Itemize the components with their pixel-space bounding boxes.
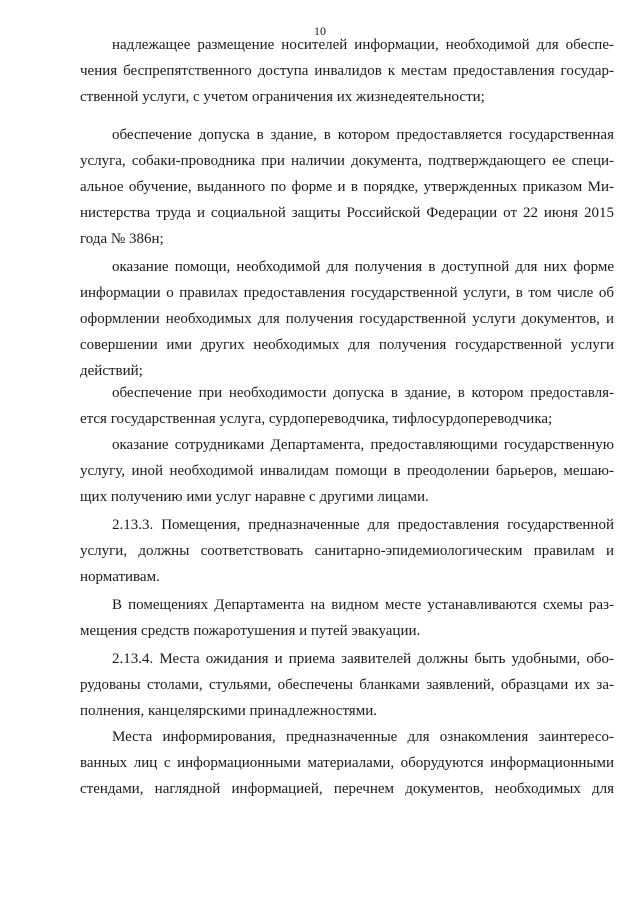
text-line: ется государственная услуга, сурдопереводчика, тифлосурдопереводчика;	[80, 411, 553, 427]
text-line: стендами, наглядной информацией, перечнем документов, необходимых для	[80, 781, 614, 797]
text-line: оказание помощи, необходимой для получения в доступной для них форме	[112, 259, 614, 275]
text-line: рудованы столами, стульями, обеспечены бланками заявлений, образцами их за-	[80, 677, 614, 693]
text-line: услугу, иной необходимой инвалидам помощи в преодолении барьеров, мешаю-	[80, 463, 614, 479]
text-line: ванных лиц с информационными материалами, оборудуются информационными	[80, 755, 614, 771]
text-line: В помещениях Департамента на видном месте устанавливаются схемы раз-	[112, 597, 614, 613]
text-line: услуги, должны соответствовать санитарно-эпидемиологическим правилам и	[80, 543, 614, 559]
text-line: нистерства труда и социальной защиты Российской Федерации от 22 июня 2015	[80, 205, 614, 221]
text-line: мещения средств пожаротушения и путей эвакуации.	[80, 623, 421, 639]
text-line: оказание сотрудниками Департамента, предоставляющими государственную	[112, 437, 614, 453]
text-line: полнения, канцелярскими принадлежностями.	[80, 703, 377, 719]
text-line: надлежащее размещение носителей информации, необходимой для обеспе-	[112, 37, 614, 53]
text-line: оформлении необходимых для получения государственной услуги документов, и	[80, 311, 614, 327]
text-line: 2.13.3. Помещения, предназначенные для предоставления государственной	[112, 517, 614, 533]
text-line: Места информирования, предназначенные для ознакомления заинтересо-	[112, 729, 614, 745]
text-line: ственной услуги, с учетом ограничения их жизнедеятельности;	[80, 89, 485, 105]
text-line: обеспечение при необходимости допуска в здание, в котором предоставля-	[112, 385, 614, 401]
text-line: чения беспрепятственного доступа инвалидов к местам предоставления государ-	[80, 63, 614, 79]
text-line: 2.13.4. Места ожидания и приема заявителей должны быть удобными, обо-	[112, 651, 614, 667]
text-line: услуга, собаки-проводника при наличии документа, подтверждающего ее специ-	[80, 153, 614, 169]
text-line: нормативам.	[80, 569, 160, 585]
text-line: альное обучение, выданного по форме и в порядке, утвержденных приказом Ми-	[80, 179, 614, 195]
text-line: информации о правилах предоставления государственной услуги, в том числе об	[80, 285, 614, 301]
page-number: 10	[314, 24, 326, 38]
text-line: года № 386н;	[80, 231, 164, 247]
text-line: обеспечение допуска в здание, в котором предоставляется государственная	[112, 127, 614, 143]
text-line: действий;	[80, 363, 143, 379]
text-line: совершении ими других необходимых для получения государственной услуги	[80, 337, 614, 353]
text-line: щих получению ими услуг наравне с другими лицами.	[80, 489, 429, 505]
